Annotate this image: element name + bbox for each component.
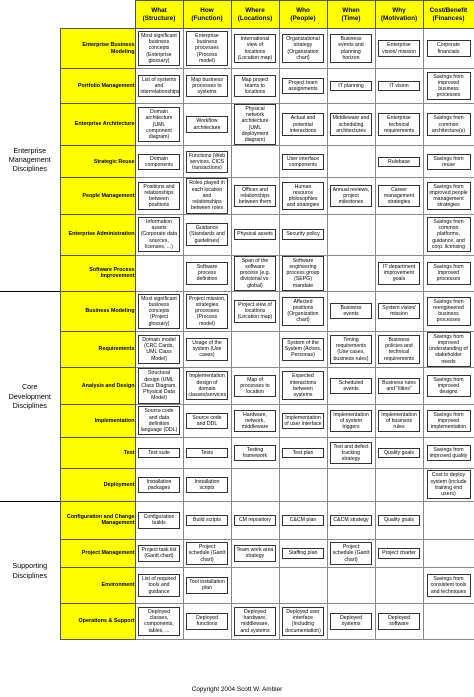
discipline-group-label: Enterprise Management Disciplines bbox=[8, 145, 51, 174]
matrix-cell bbox=[375, 104, 423, 146]
matrix-cell bbox=[279, 539, 327, 567]
cell-text: Positions and relationships between positions bbox=[138, 182, 179, 211]
matrix-cell bbox=[375, 69, 423, 104]
cell-text: Map project teams to locations bbox=[234, 75, 275, 98]
matrix-cell bbox=[183, 146, 231, 178]
cell-text: Roles played in each location and relationships between roles bbox=[186, 178, 227, 213]
matrix-cell bbox=[327, 501, 375, 539]
matrix-cell bbox=[135, 331, 183, 367]
cell-text: C&CM plan bbox=[282, 515, 323, 525]
cell-text: Annual reviews, project milestones bbox=[330, 185, 371, 208]
cell-text: Deployed hardware, middleware, and systems bbox=[234, 607, 275, 636]
cell-text: Source code and data definition language (DDL) bbox=[138, 406, 179, 435]
matrix-cell bbox=[375, 567, 423, 603]
matrix-cell bbox=[231, 437, 279, 468]
column-header-subtitle: (Finances) bbox=[432, 14, 465, 22]
matrix-cell bbox=[327, 146, 375, 178]
matrix-cell bbox=[327, 255, 375, 291]
column-header-subtitle: (Motivation) bbox=[380, 14, 418, 22]
cell-text: Domain components bbox=[138, 154, 179, 170]
column-header-subtitle: (Structure) bbox=[142, 14, 176, 22]
matrix-cell bbox=[327, 214, 375, 255]
discipline-row bbox=[0, 437, 474, 468]
cell-text: Build scripts bbox=[186, 515, 227, 525]
cell-text: Enterprise business processes (Process model) bbox=[186, 31, 227, 66]
matrix-cell bbox=[231, 104, 279, 146]
cell-text: Project task list (Gantt chart) bbox=[138, 545, 179, 561]
discipline-name: Software Process Improvement bbox=[60, 255, 135, 291]
discipline-row bbox=[0, 29, 474, 69]
cell-text: List of systems and interrelationships bbox=[138, 75, 179, 98]
matrix-cell bbox=[231, 214, 279, 255]
matrix-cell bbox=[279, 437, 327, 468]
matrix-cell bbox=[423, 603, 474, 639]
matrix-cell bbox=[279, 603, 327, 639]
matrix-cell bbox=[231, 178, 279, 214]
matrix-cell bbox=[279, 291, 327, 331]
matrix-cell bbox=[423, 331, 474, 367]
cell-text: Map of processes to location bbox=[234, 375, 275, 398]
matrix-cell bbox=[279, 331, 327, 367]
matrix-cell bbox=[327, 29, 375, 69]
matrix-cell bbox=[231, 146, 279, 178]
matrix-cell bbox=[423, 501, 474, 539]
cell-text: User interface components bbox=[282, 154, 323, 170]
discipline-name: Business Modeling bbox=[60, 291, 135, 331]
matrix-cell bbox=[135, 291, 183, 331]
cell-text: Domain model (CRC Cards, UML Class Model) bbox=[138, 335, 179, 364]
matrix-cell bbox=[279, 146, 327, 178]
matrix-cell bbox=[375, 501, 423, 539]
column-header bbox=[423, 1, 474, 29]
discipline-name: Operations & Support bbox=[60, 603, 135, 639]
cell-text: Test suite bbox=[138, 448, 179, 458]
cell-text: Test plan bbox=[282, 448, 323, 458]
matrix-cell bbox=[231, 468, 279, 501]
matrix-cell bbox=[327, 178, 375, 214]
matrix-cell bbox=[375, 539, 423, 567]
discipline-row bbox=[0, 69, 474, 104]
matrix-cell bbox=[279, 255, 327, 291]
matrix-cell bbox=[423, 468, 474, 501]
matrix-cell bbox=[327, 104, 375, 146]
cell-text: Savings from improved processes bbox=[427, 262, 471, 285]
matrix-cell bbox=[279, 69, 327, 104]
matrix-cell bbox=[423, 539, 474, 567]
matrix-cell bbox=[279, 468, 327, 501]
cell-text: Test and defect tracking strategy bbox=[330, 442, 371, 465]
matrix-cell bbox=[423, 437, 474, 468]
matrix-cell bbox=[375, 146, 423, 178]
matrix-cell bbox=[375, 214, 423, 255]
matrix-cell bbox=[231, 539, 279, 567]
header-blank bbox=[0, 1, 60, 29]
matrix-cell bbox=[183, 178, 231, 214]
matrix-cell bbox=[183, 331, 231, 367]
discipline-name: Enterprise Administration bbox=[60, 214, 135, 255]
matrix-cell bbox=[231, 69, 279, 104]
column-header-subtitle: (Time) bbox=[341, 14, 361, 22]
cell-text: Implementation of system triggers bbox=[330, 410, 371, 433]
discipline-name: Configuration and Change Management bbox=[60, 501, 135, 539]
cell-text: Quality goals bbox=[378, 448, 419, 458]
matrix-cell bbox=[183, 104, 231, 146]
cell-text: Project mission, strategies processes (Process model) bbox=[186, 294, 227, 329]
cell-text: Savings from improved understanding of stakeholder needs bbox=[427, 332, 471, 367]
discipline-row bbox=[0, 291, 474, 331]
matrix-cell bbox=[135, 367, 183, 404]
discipline-name: Deployment bbox=[60, 468, 135, 501]
cell-text: CM repository bbox=[234, 515, 275, 525]
matrix-cell bbox=[279, 567, 327, 603]
cell-text: Savings from improved designs bbox=[427, 375, 471, 398]
matrix-cell bbox=[231, 331, 279, 367]
cell-text: Security policy bbox=[282, 229, 323, 239]
cell-text: Functions (Web services, CICS transactions) bbox=[186, 151, 227, 174]
cell-text: Physical network architecture (UML deployment diagram) bbox=[234, 104, 275, 145]
cell-text: Savings from consistent tools and techniques bbox=[427, 574, 471, 597]
matrix-cell bbox=[375, 331, 423, 367]
matrix-cell bbox=[135, 501, 183, 539]
cell-text: Deployed functions bbox=[186, 613, 227, 629]
cell-text: Enterprise technical requirements bbox=[378, 113, 419, 136]
matrix-cell bbox=[135, 214, 183, 255]
cell-text: Deployed systems bbox=[330, 613, 371, 629]
matrix-cell bbox=[183, 567, 231, 603]
matrix-cell bbox=[423, 255, 474, 291]
cell-text: Installation packages bbox=[138, 477, 179, 493]
matrix-cell bbox=[231, 255, 279, 291]
cell-text: Most significant business concepts (Enterprise glossary) bbox=[138, 31, 179, 66]
discipline-row bbox=[0, 331, 474, 367]
column-header-title: Where bbox=[245, 6, 265, 14]
cell-text: Most significant business concepts (Project glossary) bbox=[138, 294, 179, 329]
column-header bbox=[375, 1, 423, 29]
cell-text: Savings from improved people management strategies bbox=[427, 182, 471, 211]
cell-text: Cost to deploy system (include training end users) bbox=[427, 470, 471, 499]
cell-text: Structural design (UML Class Diagram, Physical Data Model) bbox=[138, 368, 179, 403]
discipline-row bbox=[0, 603, 474, 639]
cell-text: Implementation of business rules bbox=[378, 410, 419, 433]
matrix-cell bbox=[327, 437, 375, 468]
matrix-cell bbox=[327, 603, 375, 639]
cell-text: Affected positions (Organization chart) bbox=[282, 297, 323, 326]
cell-text: Hardware, network, middleware bbox=[234, 410, 275, 433]
cell-text: Guidance (Standards and guidelines) bbox=[186, 223, 227, 246]
matrix-cell bbox=[423, 404, 474, 437]
discipline-row bbox=[0, 214, 474, 255]
cell-text: Business rules and "ilities" bbox=[378, 378, 419, 394]
cell-text: Organizational strategy (Organization chart) bbox=[282, 34, 323, 63]
matrix-cell bbox=[183, 291, 231, 331]
cell-text: System of the System (Actors, Personas) bbox=[282, 338, 323, 361]
cell-text: List of required tools and guidance bbox=[138, 574, 179, 597]
cell-text: Deployed software bbox=[378, 613, 419, 629]
header-blank bbox=[60, 1, 135, 29]
matrix-cell bbox=[375, 404, 423, 437]
cell-text: Business events and planning horizon bbox=[330, 34, 371, 63]
cell-text: Savings from improved implementation bbox=[427, 410, 471, 433]
matrix-cell bbox=[327, 539, 375, 567]
cell-text: Tool installation plan bbox=[186, 577, 227, 593]
cell-text: Project schedule (Gantt chart) bbox=[330, 542, 371, 565]
matrix-cell bbox=[423, 178, 474, 214]
matrix-cell bbox=[375, 255, 423, 291]
discipline-name: Implementation bbox=[60, 404, 135, 437]
column-header-title: When bbox=[342, 6, 360, 14]
discipline-group-label: Supporting Disciplines bbox=[0, 501, 60, 639]
matrix-cell bbox=[279, 367, 327, 404]
cell-text: Savings from reengineered business processes bbox=[427, 297, 471, 326]
discipline-row bbox=[0, 404, 474, 437]
matrix-cell bbox=[135, 146, 183, 178]
cell-text: Savings from improved business processes bbox=[427, 72, 471, 101]
cell-text: IT department improvement goals bbox=[378, 262, 419, 285]
cell-text: Human resource philosophies and strategies bbox=[282, 182, 323, 211]
cell-text: Savings from common platforms, guidance, and corp. licensing bbox=[427, 217, 471, 252]
cell-text: Tests bbox=[186, 448, 227, 458]
discipline-name: Enterprise Business Modeling bbox=[60, 29, 135, 69]
matrix-cell bbox=[231, 501, 279, 539]
matrix-cell bbox=[375, 603, 423, 639]
matrix-cell bbox=[135, 468, 183, 501]
discipline-name: Analysis and Design bbox=[60, 367, 135, 404]
matrix-cell bbox=[423, 567, 474, 603]
matrix-cell bbox=[423, 69, 474, 104]
cell-text: Deployed user interface (including documentation) bbox=[282, 607, 323, 636]
column-header-subtitle: (Locations) bbox=[237, 14, 273, 22]
matrix-cell bbox=[327, 367, 375, 404]
cell-text: Software process definition bbox=[186, 262, 227, 285]
column-header-title: Cost/Benefit bbox=[429, 6, 468, 14]
matrix-cell bbox=[375, 291, 423, 331]
matrix-cell bbox=[135, 178, 183, 214]
matrix-cell bbox=[183, 437, 231, 468]
column-header bbox=[135, 1, 183, 29]
matrix-cell bbox=[375, 29, 423, 69]
matrix-cell bbox=[327, 69, 375, 104]
column-header bbox=[183, 1, 231, 29]
cell-text: Span of the software process (e.g. divisional vs. global) bbox=[234, 256, 275, 291]
matrix-cell bbox=[327, 331, 375, 367]
cell-text: International view of locations (Location map) bbox=[234, 34, 275, 63]
column-header-title: What bbox=[151, 6, 167, 14]
matrix-cell bbox=[279, 29, 327, 69]
cell-text: Quality goals bbox=[378, 515, 419, 525]
column-header bbox=[327, 1, 375, 29]
matrix-cell bbox=[279, 501, 327, 539]
matrix-cell bbox=[183, 214, 231, 255]
cell-text: Project charter bbox=[378, 548, 419, 558]
matrix-cell bbox=[183, 603, 231, 639]
matrix-cell bbox=[279, 104, 327, 146]
matrix-cell bbox=[183, 255, 231, 291]
cell-text: Deployed classes, components, tables, ... bbox=[138, 607, 179, 636]
column-header-title: How bbox=[200, 6, 214, 14]
cell-text: Implementation of user interface bbox=[282, 413, 323, 429]
cell-text: Expected interactions between systems bbox=[282, 371, 323, 400]
cell-text: Scheduled events bbox=[330, 378, 371, 394]
cell-text: Savings from common architecture(s) bbox=[427, 113, 471, 136]
matrix-cell bbox=[327, 404, 375, 437]
matrix-cell bbox=[135, 69, 183, 104]
cell-text: Middleware and scheduling architectures bbox=[330, 113, 371, 136]
discipline-row bbox=[0, 104, 474, 146]
cell-text: Corporate financials bbox=[427, 40, 471, 56]
matrix-cell bbox=[279, 214, 327, 255]
cell-text: Implementation design of domain classes/services bbox=[186, 371, 227, 400]
matrix-cell bbox=[279, 404, 327, 437]
matrix-cell bbox=[423, 367, 474, 404]
discipline-row bbox=[0, 501, 474, 539]
discipline-row bbox=[0, 567, 474, 603]
header-row bbox=[0, 1, 474, 29]
cell-text: Rulebase bbox=[378, 157, 419, 167]
matrix-cell bbox=[279, 178, 327, 214]
cell-text: Career management strategies bbox=[378, 185, 419, 208]
discipline-name: Portfolio Management bbox=[60, 69, 135, 104]
matrix-cell bbox=[183, 468, 231, 501]
matrix-cell bbox=[135, 437, 183, 468]
cell-text: IT planning bbox=[330, 81, 371, 91]
cell-text: Actual and potential interactions bbox=[282, 113, 323, 136]
matrix-cell bbox=[183, 29, 231, 69]
cell-text: Staffing plan bbox=[282, 548, 323, 558]
matrix-cell bbox=[423, 104, 474, 146]
cell-text: Map business processes to systems bbox=[186, 75, 227, 98]
cell-text: Source code and DDL bbox=[186, 413, 227, 429]
matrix-cell bbox=[135, 567, 183, 603]
column-header-title: Why bbox=[392, 6, 406, 14]
cell-text: Information assets (Corporate data sources, licenses, ...) bbox=[138, 217, 179, 252]
matrix-cell bbox=[135, 29, 183, 69]
cell-text: Business events bbox=[330, 303, 371, 319]
column-header bbox=[279, 1, 327, 29]
discipline-row bbox=[0, 255, 474, 291]
matrix-cell bbox=[327, 567, 375, 603]
cell-text: Workflow architecture bbox=[186, 116, 227, 132]
cell-text: Software engineering process group (SEPG) mandate bbox=[282, 256, 323, 291]
cell-text: Project view of locations (Location map) bbox=[234, 300, 275, 323]
discipline-row bbox=[0, 539, 474, 567]
cell-text: Configuration builds bbox=[138, 512, 179, 528]
column-header-subtitle: (Function) bbox=[191, 14, 223, 22]
matrix-cell bbox=[231, 404, 279, 437]
matrix-cell bbox=[423, 214, 474, 255]
cell-text: Domain architecture (UML component diagram) bbox=[138, 107, 179, 142]
discipline-name: Requirements bbox=[60, 331, 135, 367]
cell-text: Savings from reuse bbox=[427, 154, 471, 170]
cell-text: Project team assignments bbox=[282, 78, 323, 94]
cell-text: Timing requirements (Use cases, business rules) bbox=[330, 335, 371, 364]
discipline-name: Environment bbox=[60, 567, 135, 603]
matrix-cell bbox=[231, 567, 279, 603]
column-header bbox=[231, 1, 279, 29]
matrix-cell bbox=[183, 501, 231, 539]
matrix-cell bbox=[231, 367, 279, 404]
matrix-cell bbox=[423, 29, 474, 69]
cell-text: Physical assets bbox=[234, 229, 275, 239]
discipline-group-label: Core Development Disciplines bbox=[0, 291, 60, 501]
matrix-cell bbox=[135, 603, 183, 639]
discipline-row bbox=[0, 367, 474, 404]
cell-text: IT vision bbox=[378, 81, 419, 91]
cell-text: Enterprise vision/ mission bbox=[378, 40, 419, 56]
matrix-cell bbox=[327, 291, 375, 331]
matrix-cell bbox=[183, 367, 231, 404]
cell-text: System vision/ mission bbox=[378, 303, 419, 319]
matrix-cell bbox=[183, 539, 231, 567]
cell-text: Installation scripts bbox=[186, 477, 227, 493]
discipline-name: Strategic Reuse bbox=[60, 146, 135, 178]
discipline-name: Project Management bbox=[60, 539, 135, 567]
cell-text: C&CM strategy bbox=[330, 515, 371, 525]
matrix-cell bbox=[183, 69, 231, 104]
cell-text: Usage of the system (Use cases) bbox=[186, 338, 227, 361]
cell-text: Testing framework bbox=[234, 445, 275, 461]
matrix-cell bbox=[375, 468, 423, 501]
discipline-row bbox=[0, 146, 474, 178]
matrix-cell bbox=[135, 404, 183, 437]
discipline-name: Enterprise Architecture bbox=[60, 104, 135, 146]
matrix-cell bbox=[231, 291, 279, 331]
discipline-row bbox=[0, 468, 474, 501]
matrix-cell bbox=[183, 404, 231, 437]
cell-text: Business policies and technical requirements bbox=[378, 335, 419, 364]
copyright: Copyright 2004 Scott W. Ambler bbox=[191, 686, 283, 693]
cell-text: Project schedule (Gantt chart) bbox=[186, 542, 227, 565]
matrix-cell bbox=[375, 178, 423, 214]
column-header-title: Who bbox=[296, 6, 310, 14]
matrix-cell bbox=[423, 291, 474, 331]
matrix-cell bbox=[375, 437, 423, 468]
discipline-name: People Management bbox=[60, 178, 135, 214]
cell-text: Savings from improved quality bbox=[427, 445, 471, 461]
cell-text: Team work area strategy bbox=[234, 545, 275, 561]
matrix-cell bbox=[231, 603, 279, 639]
matrix-cell bbox=[375, 367, 423, 404]
matrix-cell bbox=[135, 255, 183, 291]
matrix-cell bbox=[423, 146, 474, 178]
matrix-cell bbox=[231, 29, 279, 69]
discipline-row bbox=[0, 178, 474, 214]
matrix-cell bbox=[327, 468, 375, 501]
cell-text: Offices and relationships between them bbox=[234, 185, 275, 208]
matrix-cell bbox=[135, 539, 183, 567]
column-header-subtitle: (People) bbox=[290, 14, 316, 22]
discipline-name: Test bbox=[60, 437, 135, 468]
matrix-cell bbox=[135, 104, 183, 146]
